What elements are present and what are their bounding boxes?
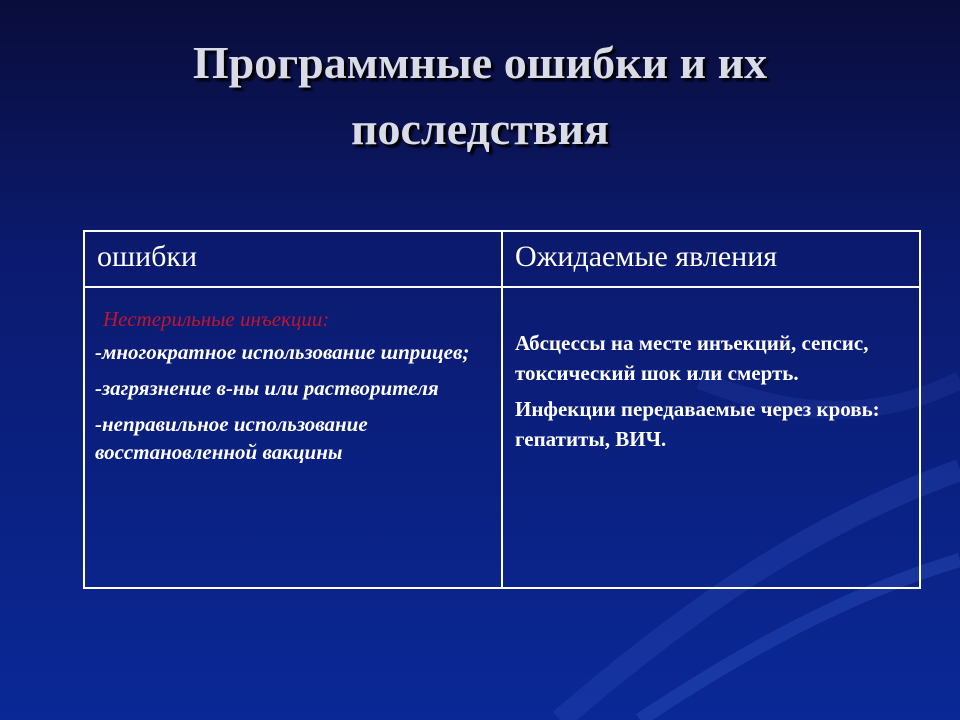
table-header-row: [84, 231, 920, 287]
errors-cell: [84, 287, 502, 588]
title-line-2: последствия: [350, 103, 610, 154]
header-errors: [84, 231, 502, 287]
nonsterile-injections-label: Нестерильные инъекции:: [103, 307, 330, 331]
title-line-1: Программные ошибки и их: [192, 37, 768, 88]
error-item: -загрязнение в-ны или растворителя: [95, 376, 439, 400]
error-item: -неправильное использование восстановленной вакцины: [95, 412, 368, 464]
slide-title: [0, 30, 960, 162]
header-expected-effects: [502, 231, 920, 287]
effect-item: Инфекции передаваемые через кровь: гепатиты, ВИЧ.: [515, 397, 880, 451]
header-errors-label: ошибки: [97, 240, 198, 273]
effect-item: Абсцессы на месте инъекций, сепсис, токсический шок или смерть.: [515, 331, 869, 385]
errors-table: [83, 230, 921, 589]
error-item: -многократное использование шприцев;: [95, 340, 470, 364]
header-expected-effects-label: Ожидаемые явления: [515, 240, 778, 273]
effects-cell: [502, 287, 920, 588]
table-body-row: [84, 287, 920, 588]
